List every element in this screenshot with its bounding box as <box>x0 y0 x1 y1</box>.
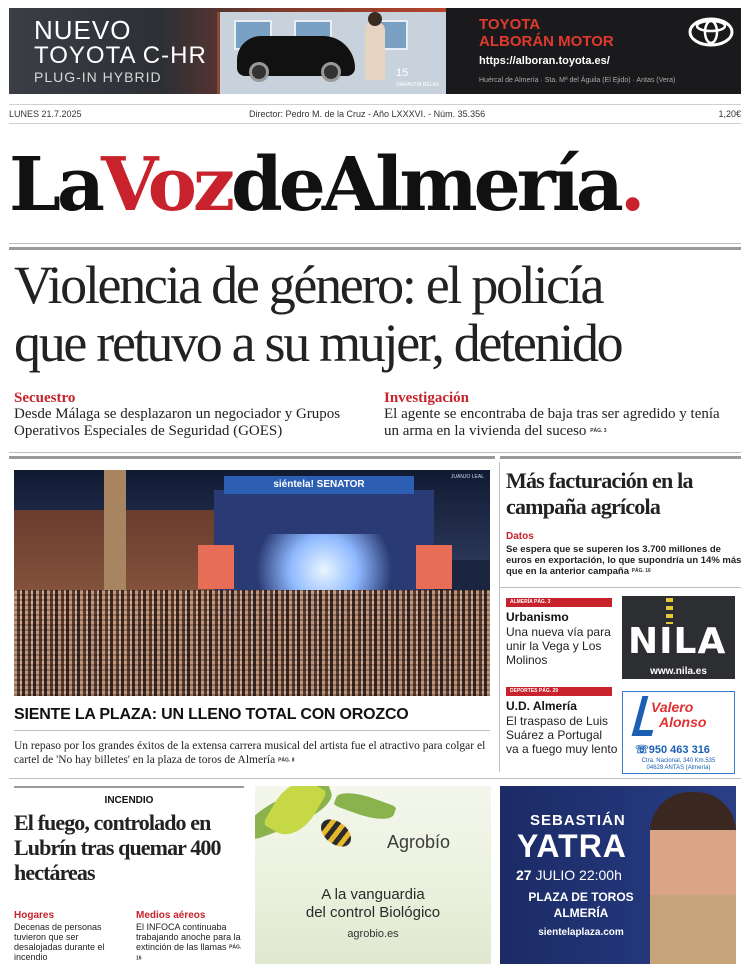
person-image <box>365 22 385 80</box>
fire-category: INCENDIO <box>104 795 154 806</box>
agrobio-ad[interactable] <box>255 786 491 964</box>
car-wheel <box>321 62 341 82</box>
toyota-logo-icon <box>687 16 735 48</box>
main-headline[interactable] <box>14 256 742 372</box>
nila-logo-text: NILA <box>628 621 727 662</box>
yatra-concert-ad[interactable] <box>500 786 736 964</box>
fire-right-label: Medios aéreos <box>136 910 206 921</box>
stage-lights <box>234 534 414 594</box>
subhead-label: Investigación <box>384 390 470 406</box>
artist-last-name: YATRA <box>517 828 627 864</box>
venue-line-1: PLAZA DE TOROS <box>528 890 634 904</box>
issue-price: 1,20€ <box>718 109 741 119</box>
photo-crowd-shade <box>14 590 490 696</box>
agrobio-brand: Agrobío <box>387 832 451 852</box>
concert-body-text: Un repaso por los grandes éxitos de la extensa carrera musical del artista fue el atractivo para colgar el cartel de 'No hay billetes' en la plaza de toros de Almería <box>14 740 486 766</box>
masthead-dot: . <box>619 142 642 228</box>
stage-banner: siéntela! SENATOR <box>224 476 414 494</box>
agri-label: Datos <box>506 531 534 542</box>
page-reference: PÁG. 16 <box>136 944 242 962</box>
valero-address-2: 04628 ANTAS (Almería) <box>646 765 711 771</box>
stage-screen <box>198 545 234 589</box>
urbanismo-body: Una nueva vía para unir la Vega y Los Molinos <box>506 625 611 667</box>
nila-url: www.nila.es <box>650 666 707 677</box>
subhead-body <box>384 406 736 440</box>
issue-date: LUNES 21.7.2025 <box>9 109 82 119</box>
masthead-logo[interactable] <box>9 140 741 230</box>
leaf-graphic <box>263 786 328 844</box>
page-reference: PÁG. 16 <box>631 568 651 574</box>
fire-headline[interactable]: El fuego, controlado en Lubrín tras quemar 400 hectáreas <box>14 810 221 885</box>
valero-name-1: Valero <box>651 699 694 715</box>
headline-line-1: Violencia de género: el policía <box>14 255 603 315</box>
dealer-url[interactable]: https://alboran.toyota.es/ <box>479 55 610 67</box>
fire-right-body-text: El INFOCA continuaba trabajando anoche para la extinción de las llamas <box>136 922 241 952</box>
ad-line-2: TOYOTA C-HR <box>34 42 207 69</box>
subhead-secuestro <box>14 390 374 440</box>
agri-body <box>506 544 742 577</box>
concert-headline[interactable]: SIENTE LA PLAZA: UN LLENO TOTAL CON OROZCO <box>14 706 409 723</box>
masthead-part-almeria: deAlmería <box>231 142 620 228</box>
subhead-body: Desde Málaga se desplazaron un negociador y Grupos Operativos Especiales de Seguridad (GOES) <box>14 406 341 439</box>
concert-body <box>14 739 490 767</box>
divider <box>9 456 495 459</box>
agrobio-slogan-2: del control Biológico <box>305 904 441 921</box>
dealer-name-1: TOYOTA <box>479 16 541 33</box>
concert-date <box>516 867 622 883</box>
headline-line-2: que retuvo a su mujer, detenido <box>14 313 622 373</box>
agri-body-text: Se espera que se superen los 3.700 millones de euros en exportación, lo que supondría un 14% más que en la anterior campaña <box>506 544 742 578</box>
divider <box>9 452 741 453</box>
page-reference: PÁG. 3 <box>590 428 607 435</box>
ad-photo-area <box>9 8 446 94</box>
divider <box>500 456 741 459</box>
leaf-graphic <box>333 786 396 825</box>
divider <box>500 587 741 588</box>
fire-left-body: Decenas de personas tuvieron que ser desalojadas durante el incendio <box>14 922 105 962</box>
masthead-part-la: La <box>9 142 101 228</box>
concert-day: 27 <box>516 867 532 883</box>
issue-info-strip <box>9 104 741 124</box>
subhead-investigacion <box>384 390 736 440</box>
subhead-body-text: El agente se encontraba de baja tras ser agredido y tenía un arma en la vivienda del suceso <box>384 406 720 439</box>
bee-icon <box>316 814 356 852</box>
fire-right-body <box>136 922 248 963</box>
car-image <box>237 36 355 76</box>
subhead-label: Secuestro <box>14 390 76 406</box>
divider <box>14 730 490 731</box>
ad-line-3: PLUG-IN HYBRID <box>34 69 162 85</box>
stage-screen <box>416 545 452 589</box>
valero-name-2: Alonso <box>659 714 707 730</box>
issue-director: Director: Pedro M. de la Cruz - Año LXXXVI. - Núm. 35.356 <box>249 109 486 119</box>
ad-line-1: NUEVO <box>34 15 132 45</box>
agrobio-url: agrobio.es <box>347 928 399 940</box>
valero-address-1: Ctra. Nacional, 340 Km.535 <box>641 758 716 764</box>
agri-headline[interactable]: Más facturación en la campaña agrícola <box>506 468 693 519</box>
section-tag-deportes: DEPORTES PÁG. 29 <box>506 687 612 696</box>
urbanismo-title[interactable]: Urbanismo <box>506 610 569 624</box>
dealer-addresses: Huércal de Almería · Sta. Mª del Águila (El Ejido) · Antas (Vera) <box>479 77 676 84</box>
dealer-name-2: ALBORÁN MOTOR <box>479 33 614 50</box>
warranty-number: 15 <box>396 67 409 79</box>
section-tag-almeria: ALMERÍA PÁG. 3 <box>506 598 612 607</box>
yatra-url: sientelaplaza.com <box>538 927 624 938</box>
concert-time: JULIO 22:00h <box>531 867 622 883</box>
valero-alonso-ad[interactable] <box>622 691 735 774</box>
warranty-badge <box>396 67 446 91</box>
column-divider <box>499 462 500 772</box>
page-reference: PÁG. 8 <box>278 757 295 764</box>
warranty-text: GARANTÍA RELAX <box>396 81 440 88</box>
nila-ad[interactable] <box>622 596 735 679</box>
fire-left-label: Hogares <box>14 910 55 921</box>
ad-dealer-area <box>446 8 741 94</box>
toyota-ad-banner[interactable] <box>9 8 741 94</box>
deportes-body: El traspaso de Luis Suárez a Portugal va a fuego muy lento <box>506 714 618 756</box>
artist-first-name: SEBASTIÁN <box>530 812 626 829</box>
divider <box>9 243 741 244</box>
divider <box>14 786 244 788</box>
venue-line-2: ALMERÍA <box>553 906 609 920</box>
divider <box>9 778 741 779</box>
masthead-part-voz: Voz <box>100 142 231 228</box>
artist-photo <box>650 792 736 964</box>
agrobio-slogan-1: A la vanguardia <box>321 886 425 903</box>
divider <box>9 247 741 250</box>
concert-photo[interactable] <box>14 470 490 696</box>
valero-phone: ☏950 463 316 <box>635 744 710 756</box>
car-wheel <box>249 62 269 82</box>
photo-credit: JUANJO LEAL <box>450 474 484 480</box>
deportes-title[interactable]: U.D. Almería <box>506 699 577 713</box>
